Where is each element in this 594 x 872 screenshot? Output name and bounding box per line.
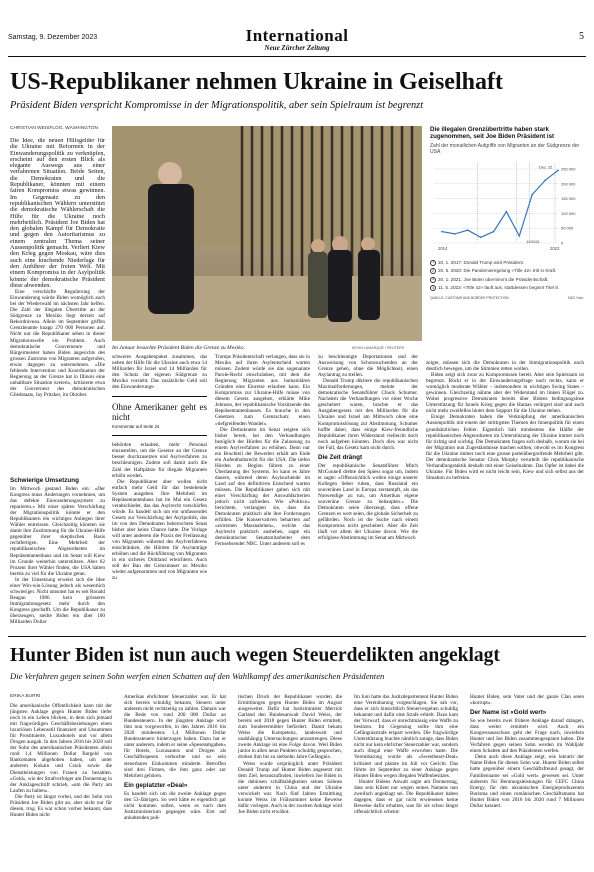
annotation-label: 11/2021 <box>526 239 540 244</box>
photo-caption: Im Januar besuchte Präsident Biden die Grenze zu Mexiko. <box>112 345 245 351</box>
paragraph: Die Party ist längst vorbei, und der Sohn von Präsident Joe Biden gibt an, aber nicht nur für diesen, trog. Es war schon vorher bekannt, dass Hunter Biden nicht <box>10 793 112 818</box>
paragraph: So wie bereits zwei frühere Anklage darauf drängen, dass weiter ermittelt wird. Auch ein Kongressausschuss geht der Frage nach, inwiefern Hunter und Joe Biden zusammengespannt haben. Die Verfahren gegen seinen Sohn werden im Wahljahr einen Schatten auf den Präsidenten werfen. <box>470 718 584 755</box>
x-tick-label: 2014 <box>438 245 448 251</box>
paragraph: schweres Ausgabenpaket zusammen, das neben der Hilfe für die Ukraine auch etwa 14 Milliarden für Israel und 14 Milliarden für den Schutz der eigenen Südgrenze zu Mexiko vorsieht. Das zusätzliche Geld soll den Einwanderungs- <box>112 354 207 391</box>
photo-credit: KEVIN LAMARQUE / REUTERS <box>352 346 405 350</box>
paragraph: Einige Demokraten haben die Verknüpfung der amerikanischen Aussenpolitik mit einem der strittigsten Themen der Innenpolitik für einen grundsätzlichen Fehler. Eigentlich hält mindestens die Hälfte der republikanischen Abgeordneten im Unterstützung der Ukraine immer noch für richtig und wichtig. Die Demokraten fragen sich deshalb, warum sie bei der Migration nun Zugeständnisse machen sollten, obwohl es im Kongress für die Ukraine immer noch eine grosse parteiübergreifende Mehrheit gibt. Der demokratische Senator Chris Murphy verurteilt die republikanische Verhandlungstaktik deshalb mit einer Geiselnahme. Das Opfer ist dabei die Ukraine. Für Biden wird es nicht leicht sein, Kiew und sich selbst aus der Situation zu befreien. <box>426 414 584 481</box>
paragraph: tischen Druck der Republikaner wurden die Ermittlungen gegen Hunter Biden im August ausgeweitet. Dafür hat Justizminister Merrick Garland den Bundesanwalt David Weiss, der bereits seit 2018 gegen Hunter Biden ermittelt, zum Sonderermittler befördert. Damit bekam Weiss die Kompetenz, landesweit und unabhängig Untersuchungen anzustrengen. Diese zweite Anklage ist eine Folge davon. Weil Biden junior in allen neun Punkten schuldig gesprochen, drohen ihm bis zu siebzehn Jahre Gefängnis. <box>238 694 342 761</box>
event-number: 3 <box>431 277 435 282</box>
chart-svg <box>430 157 584 253</box>
chart-subtitle: Zahl der monatlichen Aufgriffe von Migranten an der Südgrenze der USA <box>430 142 580 155</box>
photo-illustration <box>112 126 422 341</box>
data-point <box>518 235 520 237</box>
chart-event <box>430 285 584 291</box>
paragraph: behörden erlauben, mehr Personal einzustellen, um die Gesetze an der Grenze besser durchzusetzen und Asylverfahren zu beschleunigen. Zudem soll damit auch die Zahl der Haftplätze für illegale Migranten erhöht werden. <box>112 442 207 479</box>
data-point <box>493 231 495 233</box>
article1-subhead: Präsident Biden verspricht Kompromisse in der Migrationspolitik, aber sein Spielraum ist begrenzt <box>10 100 424 111</box>
header-rule <box>8 56 586 57</box>
event-text: 20. 1. 2021: Joe Biden übernimmt die Präsidentschaft. <box>438 276 549 282</box>
event-text: 11. 5. 2023: «Title 42» läuft aus, stattdessen beginnt Titel 8. <box>438 285 560 291</box>
article2-column-4 <box>354 694 458 868</box>
event-number: 1 <box>431 260 435 265</box>
paragraph: Weiss wurde ursprünglich unter Präsident Donald Trump auf Hunter Biden angesetzt mit dem Ziel, herauszufinden, inwiefern Joe Biden in die dubiosen schäftstätigkeiten seines Sohnes unter anderem in China und der Ukraine verwickelt war. Nach fünf Jahren Ermittlung konnte Weiss im Frühsommer keine Beweise dafür vorlegen. Auch in der zweiten Anklage wird Joe Biden nicht erwähnt. <box>238 760 342 815</box>
event-number: 2 <box>431 268 435 273</box>
chart-panel <box>430 126 584 356</box>
y-tick-label: 200 000 <box>561 181 576 187</box>
article-photo <box>112 126 422 341</box>
paragraph: Amerikas ehrlichster Steuerzahler war. Er hat sich bereits schuldig bekannt, Steuern unter anderem nicht rechtzeitig zu zahlen. Damals war die Rede von rund 200 000 Dollar an Bundessteuern. In der jüngsten Anklage wird ihm nun vorgeworfen, in den Jahren 2016 bis 2020 mindestens 1,4 Millionen Dollar Bundessteuern hinterzogen haben. Dazu hat er unter anderem, indem er seine «Spesenabgaben» für Hotels, Luxusautos und Drogen als Geschäftsspesen verbuchte und so sein steuerbares Einkommen minderte. Betroffen sind drei Firmen, die ihm ganz oder zur Mehrheit gehören. <box>124 694 226 779</box>
pull-quote <box>112 396 207 436</box>
y-tick-label: 150 000 <box>561 195 576 201</box>
article2-byline: ERIKA BURRI <box>10 694 41 699</box>
paragraph: Im Juni hatte das Justizdepartement Hunter Biden eine Vereinbarung vorgeschlagen. Sie sah vor, dass er sich hinsichtlich Steuervergehen schuldig bekannte und dafür eine Strafe erhielt. Dazu kam der Vorwurf, dass er unrechtmässig eine Waffe zu besitzen. Im Gegenzug sollte ihm eine Gefängnisstrafe erspart werden. Die fragwürdige Unterstützung brachte nämlich zutage, dass Biden nicht nur kein ehrlicher Steuerzahler war, sondern auch illegal eine Waffe erworben hatte. Die Vereinbarung wurde als «Sweetheart-Deal» kritisiert und platzte im Juli vor Gericht. Das führte im September zu einer Anklage gegen Hunter Biden wegen illegalen Waffenbesitzes. <box>354 694 458 779</box>
article1-column-3 <box>215 354 310 632</box>
page-number: 5 <box>579 31 584 42</box>
paragraph: In der Umsetzung erweist sich die Idee einer Win-win-Lösung jedoch als wesentlich schwieriger. Nicht umsonst hat es seit Ronald Reagan 1986 kein grösseres Immigrationsgesetz mehr durch den Kongress geschafft. Um die Republikaner zu überzeugen, stellte Biden ein über 100 Milliarden Dollar <box>10 576 105 626</box>
issue-date: Samstag, 9. Dezember 2023 <box>8 34 98 41</box>
event-text: 20. 1. 2017: Donald Trump wird Präsident. <box>438 259 525 265</box>
paragraph: Denn auch diese Anklage zeigt, wie lukrativ der Name Biden für diesen Sohn war. Hunter Biden selbst hatte gegenüber einem Geschäftsfreund gesagt, der Familienname sei «Gold wert» gewesen sei. Unter anderem für Beratungsleistungen für CEFC China Energy, für den ukrainischen Energieproduzenten Burisma und einen rumänischen Geschäftsmann hat Hunter Biden von 2016 bis 2020 rund 7 Millionen Dollar kassiert. <box>470 754 584 809</box>
article-separator <box>8 636 586 637</box>
chart-events <box>430 260 584 292</box>
article1-byline: CHRISTIAN WEISFLOG, WASHINGTON <box>10 126 98 131</box>
section-title: International <box>245 26 349 45</box>
article1-column-2 <box>112 354 207 632</box>
data-point <box>454 233 456 235</box>
article1-column-4 <box>318 354 418 632</box>
y-tick-label: 0 <box>561 240 564 246</box>
chart-event <box>430 268 584 274</box>
paragraph: Die Demokraten im Senat zeigten sich bisher bereit, bei den Verhandlungen bezüglich der Hürden für die Zulassung zu einem Asylverfahren zu erhöhen. Denn nur ein Bruchteil der Bewerber erhält am Ende ein Aufenthaltsrecht für die USA. Die tiefen Hürden zu Beginn führen zu einer Überlastung des Systems. So kann es Jahre dauern, während deren Asylsuchende im Land auf den definitiven Entscheid warten müssen. Die Republikaner gaben sich mit einer Verschärfung der Auswahlkriterien jedoch nicht zufrieden. Wie «Politico» berichtete, verlangten sie, dass die Demokraten praktisch alle ihre Forderungen erfüllen. Die Konservativen beharrten auf «extremen Massnahmen», welche das Asylrecht praktisch ausheben, sagte ein demokratischer Senatsmitarbeiter dem Fernsehsender NBC. Unter anderem soll es <box>215 426 310 548</box>
article2-subhead: Die Verfahren gegen seinen Sohn werfen einen Schatten auf den Wahlkampf des amerikanischen Präsidenten <box>10 671 385 681</box>
article2-column-5 <box>470 694 584 868</box>
data-point <box>506 211 508 213</box>
data-point <box>531 194 533 196</box>
paragraph: Biden zeigt sich zwar zu Kompromissen bereit. Aber sein Spielraum ist begrenzt. Rückt er in der Einwanderungsfrage nach rechts, kann er womöglich moderate Wähler – insbesondere in wichtigen Swing States – gewinnen. Gleichzeitig nähme aber der Widerstand im linken Flügel zu. Wobei progressive Demokraten bereits über Bidens bedingungslose Unterstützung für Israels Krieg gegen die Hamas verärgert sind und auch nicht mehr zweifellos hinter dem Support für die Ukraine stehen. <box>426 372 584 415</box>
data-point <box>467 229 469 231</box>
subheading: Schwierige Umsetzung <box>10 477 79 484</box>
paragraph: Eine verschärfte Regulierung der Einwanderung würde Biden womöglich auch bei der Wiederwahl im nächsten Jahr helfen. Die Zahl der illegalen Übertritte an der Südgrenze zu Mexiko liegt derzeit auf Rekordniveau. Allein im September griffen Grenzbeamte knapp 270 000 Personen auf. Nicht nur die Republikaner sehen in dieser Migrationswelle ein Problem. Auch demokratische Gouverneure und Bürgermeister haben Biden angesichts des grossen Zustroms von Migranten aufgerufen, etwas dagegen zu unternehmen. «Die fehlende Intervention und Koordination der Regierung an der Grenze hat in Illinois eine unhaltbare Situation kreiert», kritisierte etwa der Gouverneur des demokratischen Gliedstaats, Jay Pritzker, im Oktober. <box>10 289 105 398</box>
data-point <box>557 169 559 171</box>
data-point <box>544 179 546 181</box>
event-number: 4 <box>431 285 435 290</box>
pull-quote-text: Ohne Amerikaner geht es nicht <box>112 402 207 423</box>
paragraph: Die amerikanische Öffentlichkeit kann mit der jüngsten Anklage gegen Hunter Biden tiefer noch in ein Leben blicken, in dem sich jemand mit fragwürdigen Geschäftsbeziehungen einen luxuriösen Lebensstil finanziert und Unsummen für Prostituierte, Luxushotels und vor allem Drogen ausgab. In den Jahren 2016 bis 2020 soll der Sohn des amerikanischen Präsidenten allein rund 1,4 Millionen Dollar Bargeld von Bankomaten abgehoben haben, um unter anderem Kokain und Crack sowie die Dienstleistungen von Frauen zu bezahlen. «Geld», wie der Strafverfolger am Donnerstag in der Anklageschrift schrieb, «um die Party am Laufen zu halten». <box>10 703 112 794</box>
chart-event <box>430 260 584 266</box>
article2-column-3 <box>238 694 342 868</box>
paragraph: Hunter Biden, sein Vater und der ganze Clan seien «korrupt». <box>470 694 584 707</box>
article2-column-2 <box>124 694 226 868</box>
event-text: 20. 5. 2020: Die Pandemieregelung «Title 42» tritt in Kraft. <box>438 268 557 274</box>
paragraph: Im Mittwoch gestand Biden ein: «Der Kongress muss Änderungen vornehmen, um das defekte Einwanderungssystem zu reparieren.» Mit einer späten Verschärfung der Migrationspolitik könnte er den Republikanern ein wichtiges Anliegen ihrer Wähler entreissen. Gleichzeitig könnten sie damit ihre Zustimmung für die Ukraine-Hilfe gegenüber ihrer skeptischen Basis rechtfertigen. Eine Mehrheit der republikanischen Abgeordneten im Repräsentantenhaus und im Senat will Kiew im Grunde weiterhin unterstützen. Aber 62 Prozent ihrer Wähler finden, die USA hätten bereits zu viel für die Ukraine getan. <box>10 486 105 577</box>
article1-headline: US-Republikaner nehmen Ukraine in Geiselhaft <box>10 69 503 95</box>
article2-headline: Hunter Biden ist nun auch wegen Steuerdelikten angeklagt <box>10 645 500 666</box>
annotation-label: Dez. 22 <box>539 165 553 170</box>
chart-credit: NZZ / lom. <box>568 296 584 301</box>
article1-column-1b <box>10 474 105 632</box>
paragraph: Hunter Bidens Anwalt sagte am Donnerstag, dass sein Klient nur wegen seines Namens nun zweifach angeklagt sei. Die Republikaner haben dagegen, dass er gar nicht erwiesenen keine Beweise dafür erhalten, was für sie schon längst offensichtlich scheint: <box>354 778 458 815</box>
subheading: Der Name ist «Gold wert» <box>470 709 547 717</box>
paragraph: Der republikanische Senatsführer Mitch McConnell drehte den Spiess sogar um, indem er sagte: «Offensichtlich wollen einige unserer Kollegen lieber ruhen, dass Russland ein souveränes Land in Europa zerstampft, als das Notwendige zu tun, um Amerikas eigene souveräne Grenze zu behaupten.» Die Demokraten seien überzeugt, dass offene Grenzen es wert seien, die globale Sicherheit zu gefährden. Noch ist die Suche nach einem Kompromiss nicht gescheitert. Aber die Zeit läuft vor allem der Ukraine davon. Wie die erfolglose Abstimmung im Senat am Mittwoch <box>318 462 418 542</box>
newspaper-name: Neue Zürcher Zeitung <box>264 44 330 52</box>
data-point <box>441 231 443 233</box>
paragraph: Donald Trump diktiere die republikanischen Maximalforderungen, meinte der demokratische Senatsführer Chuck Schumer. Nachdem die Verhandlungen vor einer Woche gescheitert waren, brachte er das Ausgabengesetz mit den Milliarden für die Ukraine und Israel am Mittwoch ohne eine Kompromisslösung zur Abstimmung. Schumer hoffte dabei, dass einige Kiew-freundliche Republikaner ihren Widerstand vielleicht doch noch aufgeben könnten. Doch dies war nicht der Fall, das Gesetz kam nicht durch. <box>318 378 418 451</box>
chart-event <box>430 277 584 283</box>
y-tick-label: 50 000 <box>561 225 574 231</box>
chart-title: Die illegalen Grenzübertritte haben stark zugenommen, seit Joe Biden Präsident ist <box>430 126 555 141</box>
paragraph: Es handelt sich um die zweite Anklage gegen den 53-Jährigen. So weit hätte es eigentlich gar nicht kommen sollen, wenn es nach dem Justizministerium gegangen wäre. Erst auf anhaltenden poli- <box>124 790 226 821</box>
subheading: Die Zeit drängt <box>318 453 363 461</box>
x-tick-label: 2023 <box>550 245 560 251</box>
paragraph: Die Idee, die neuen Hilfsgelder für die Ukraine mit Reformen in der Einwanderungspolitik zu verknüpfen, erscheint auf den ersten Blick als elegante Auswegs aus einer verfahrenen Situation. Beide Seiten, die Demokraten und die Republikaner, könnten mit einem fairen Kompromiss etwas gewinnen. Im Gegensatz zu den republikanischen Wählern unterstützt die demokratische Wählerschaft die Hilfe für die Ukraine noch mehrheitlich. Präsident Joe Biden hat den globalen Kampf für Demokratie und gegen den Autoritarismus zu einem zentralen Thema seiner Aussenpolitik gemacht. Verliert Kiew den Krieg gegen Moskau, wäre dies auch eine krachende Niederlage für den Anführer der freien Welt. Mit einem Kompromiss in der Asylpolitik könnte der demokratische Präsident diese abwenden. <box>10 138 105 289</box>
y-tick-label: 100 000 <box>561 210 576 216</box>
paragraph: Trumps Präsidentschaft verlangen, dass sie in Mexiko auf ihren Asylentscheid warten müssen. Zudem würde sie das sogenannte Parole-Recht einschränken, mit dem die Regierung Migranten aus humanitären Gründen eine Einreise erlauben kann. Ein Kompromiss zur Ukraine-Hilfe müsse von diesem Gesetz ausgehen, erklärte Mike Johnson, der republikanische Vorsitzende des Repräsentantenhauses. Es brauche in den Gesetzen zum Grenzschutz einen «tiefgreifenden Wandel». <box>215 354 310 427</box>
pull-quote-note: Kommentar auf Seite 24 <box>112 424 160 430</box>
paragraph: Die Republikaner aber wollen nicht einfach mehr Geld für das bestehende System ausgeben. Ihre Mehrheit im Repräsentantenhaus hat im Mai ein Gesetz verabschiedet, das das Asylrecht verschärfen würde. Es handelt sich um ein umfassendes Gesetz zur Verschärfung der Asylpolitik, das im von den Demokraten beherrschten Senat bisher aber keine Chance hatte. Die Vorlage will unter anderem die Praxis der Freilassung von Migranten während des Asylverfahrens einschränken, die Hürden für Asylanträge erhöhen und die Rückführung von Migranten in ein sicheres Drittland erleichtern. Auch soll der Bau der Grenzmauer zu Mexiko wieder aufgenommen und von Migranten wie zu <box>112 478 207 582</box>
series-line <box>442 170 558 237</box>
article1-column-5 <box>426 360 584 632</box>
data-point <box>480 236 482 238</box>
article2-column-1 <box>10 703 112 868</box>
paragraph: zu beschleunigte Deportationen und der Ausweisung von Schutzsuchenden an der Grenze gehen, ohne die Möglichkeit, einen Asylantrag zu stellen. <box>318 354 418 379</box>
paragraph: zeigte, müssen sich die Demokraten in der Immigrationspolitik noch deutlich bewegen, um die Stimmen retten wollen. <box>426 360 584 373</box>
subheading: Ein geplatzter «Deal» <box>124 781 188 789</box>
article1-column-1 <box>10 138 105 474</box>
chart-source: QUELLE: CUSTOMS AND BORDER PROTECTION <box>430 296 509 301</box>
y-tick-label: 250 000 <box>561 166 576 172</box>
